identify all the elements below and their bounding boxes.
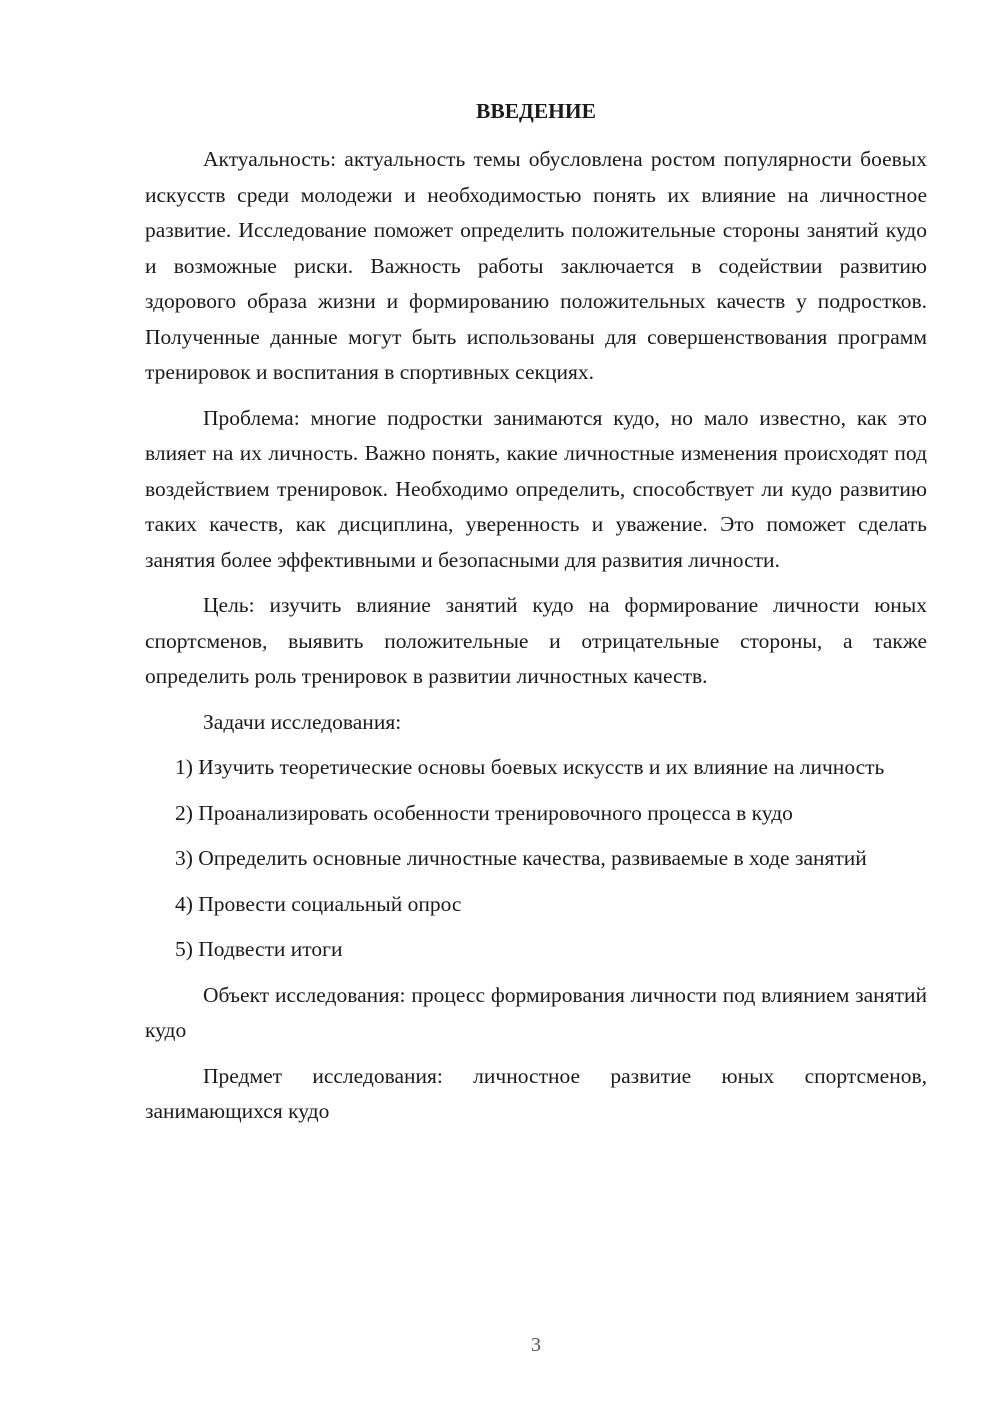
research-object-paragraph: Объект исследования: процесс формирования личности под влиянием занятий кудо: [145, 982, 927, 1042]
task-item-2: 2) Проанализировать особенности тренировочного процесса в кудо: [175, 800, 793, 825]
tasks-heading: Задачи исследования:: [203, 709, 402, 734]
section-heading: ВВЕДЕНИЕ: [476, 99, 596, 123]
task-item-4: 4) Провести социальный опрос: [175, 891, 462, 916]
goal-paragraph: Цель: изучить влияние занятий кудо на формирование личности юных спортсменов, выявить положительные и отрицательные стороны, а также определить роль тренировок в развитии личностных качеств.: [145, 593, 927, 688]
task-item-1: 1) Изучить теоретические основы боевых искусств и их влияние на личность: [175, 755, 885, 779]
relevance-paragraph: Актуальность: актуальность темы обусловлена ростом популярности боевых искусств среди молодежи и необходимостью понять их влияние на личностное развитие. Исследование поможет определить положительные стороны занятий кудо и возможные риски. Важность работы заключается в содействии развитию здорового образа жизни и формированию положительных качеств у подростков. Полученные данные могут быть использованы для совершенствования программ тренировок и воспитания в спортивных секциях.: [145, 147, 927, 384]
task-item-5: 5) Подвести итоги: [175, 937, 343, 961]
task-item-3: 3) Определить основные личностные качества, развиваемые в ходе занятий: [175, 846, 867, 870]
document-body: [145, 142, 927, 1140]
page-number: 3: [531, 1334, 541, 1356]
research-subject-paragraph: Предмет исследования: личностное развитие юных спортсменов, занимающихся кудо: [145, 1063, 927, 1123]
problem-paragraph: Проблема: многие подростки занимаются кудо, но мало известно, как это влияет на их личность. Важно понять, какие личностные изменения происходят под воздействием тренировок. Необходимо определить, способствует ли кудо развитию таких качеств, как дисциплина, уверенность и уважение. Это поможет сделать занятия более эффективными и безопасными для развития личности.: [145, 405, 927, 572]
